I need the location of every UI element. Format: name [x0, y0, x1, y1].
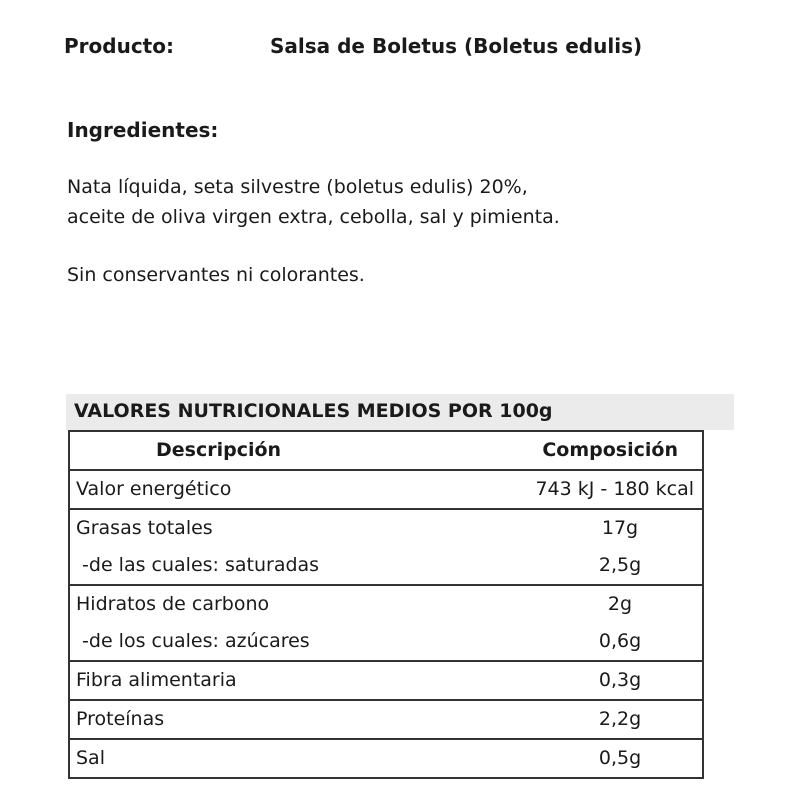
nutrition-row-saturated-fat [70, 547, 702, 584]
nutrition-row-protein [70, 699, 702, 738]
ingredients-text-line-1: Nata líquida, seta silvestre (boletus edulis) 20%, [67, 176, 528, 198]
nutrition-row-sugars [70, 623, 702, 660]
preservatives-note: Sin conservantes ni colorantes. [67, 264, 365, 286]
nutrient-name: Valor energético [76, 478, 232, 500]
nutrient-name: Sal [76, 747, 105, 769]
nutrient-name: -de las cuales: saturadas [76, 554, 320, 576]
nutrient-value: 2g [607, 593, 633, 615]
composition-column-header: Composición [542, 439, 678, 461]
nutrition-row-fibre [70, 660, 702, 699]
nutrient-value: 2,2g [598, 708, 642, 730]
nutrient-name: Hidratos de carbono [76, 593, 270, 615]
ingredients-heading: Ingredientes: [67, 118, 219, 142]
nutrient-value: 2,5g [598, 554, 642, 576]
nutrient-value: 0,5g [598, 747, 642, 769]
nutrient-name: Grasas totales [76, 517, 213, 539]
nutrition-row-fat [70, 508, 702, 547]
nutrition-table [68, 430, 704, 779]
nutrition-row-energy [70, 469, 702, 508]
nutrient-value: 0,3g [598, 669, 642, 691]
nutrient-name: Fibra alimentaria [76, 669, 237, 691]
nutrition-heading: VALORES NUTRICIONALES MEDIOS POR 100g [74, 400, 553, 422]
nutrient-value: 17g [601, 517, 639, 539]
description-column-header: Descripción [156, 439, 282, 461]
nutrient-value: 743 kJ - 180 kcal [535, 478, 694, 500]
nutrient-name: Proteínas [76, 708, 165, 730]
nutrient-value: 0,6g [598, 630, 642, 652]
nutrient-name: -de los cuales: azúcares [76, 630, 310, 652]
product-label: Producto: [64, 34, 174, 58]
nutrition-table-header [70, 432, 702, 469]
nutrition-row-carbohydrates [70, 584, 702, 623]
product-name: Salsa de Boletus (Boletus edulis) [270, 34, 643, 58]
ingredients-text-line-2: aceite de oliva virgen extra, cebolla, sal y pimienta. [67, 206, 560, 228]
nutrition-row-salt [70, 738, 702, 777]
